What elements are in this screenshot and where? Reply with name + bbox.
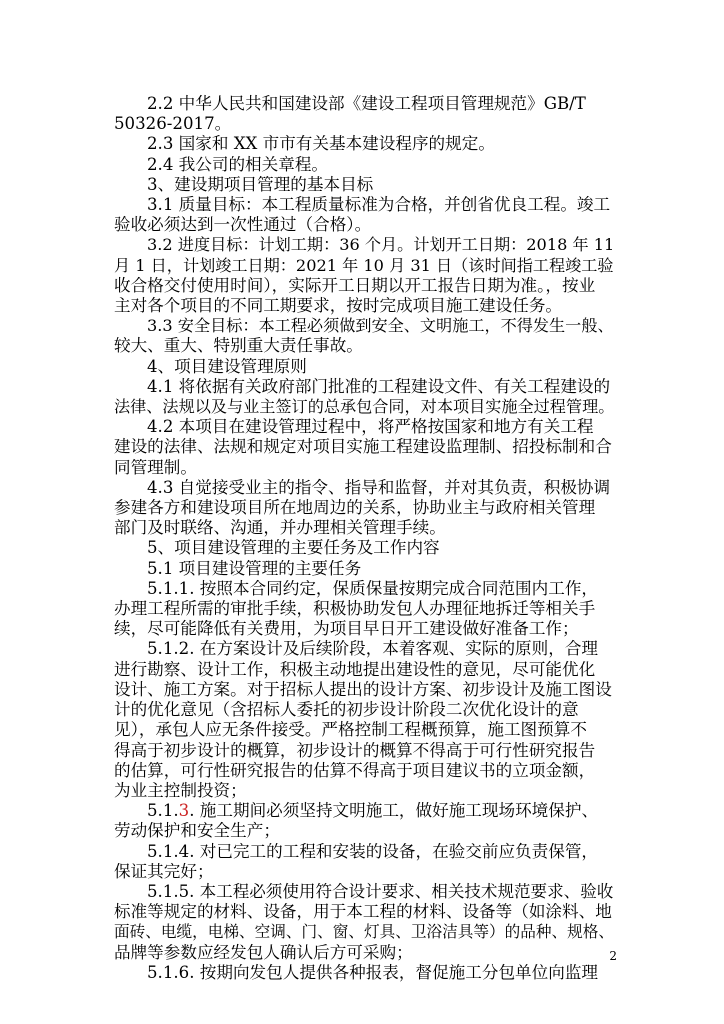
text-segment: . 施工期间必须坚持文明施工，做好施工现场环境保护、 [189, 801, 599, 821]
document-body [114, 94, 614, 983]
text-line: 2.2 中华人民共和国建设部《建设工程项目管理规范》GB/T [147, 94, 586, 113]
text-line: 2.4 我公司的相关章程。 [147, 154, 329, 174]
text-line: 3.3 安全目标：本工程必须做到安全、文明施工，不得发生一般、 [147, 316, 614, 336]
text-line: 劳动保护和安全生产； [114, 821, 280, 841]
text-line: 5.1.4. 对已完工的工程和安装的设备，在验交前应负责保管， [147, 841, 599, 861]
text-line: 参建各方和建设项目所在地周边的关系，协助业主与政府相关管理 [114, 498, 596, 518]
text-line: 4.3 自觉接受业主的指令、指导和监督，并对其负责，积极协调 [147, 477, 611, 497]
text-line: 续，尽可能降低有关费用，为项目早日开工建设做好准备工作； [114, 619, 579, 639]
text-line: 月 1 日，计划竣工日期：2021 年 10 月 31 日（该时间指工程竣工验 [114, 255, 614, 275]
text-line: 建设的法律、法规和规定对项目实施工程建设监理制、招投标制和合 [114, 437, 612, 457]
text-line: 较大、重大、特别重大责任事故。 [114, 336, 363, 356]
text-line: 同管理制。 [114, 457, 197, 477]
text-line: 5.1.5. 本工程必须使用符合设计要求、相关技术规范要求、验收 [147, 881, 614, 901]
text-line: 主对各个项目的不同工期要求，按时完成项目施工建设任务。 [114, 296, 563, 316]
text-line: 部门及时联络、沟通，并办理相关管理手续。 [114, 518, 446, 538]
text-line: 50326-2017。 [114, 114, 232, 134]
text-line: 法律、法规以及与业主签订的总承包合同，对本项目实施全过程管理。 [114, 397, 615, 417]
text-line: 5.1.6. 按期向发包人提供各种报表，督促施工分包单位向监理 [147, 962, 599, 982]
text-line: 5.1.1. 按照本合同约定，保质保量按期完成合同范围内工作， [147, 578, 599, 598]
text-line: 4.1 将依据有关政府部门批准的工程建设文件、有关工程建设的 [147, 376, 611, 396]
text-line: 设计、施工方案。对于招标人提出的设计方案、初步设计及施工图设 [114, 679, 612, 699]
page-number: 2 [609, 949, 617, 963]
text-line [114, 801, 614, 821]
text-line: 4.2 本项目在建设管理过程中，将严格按国家和地方有关工程 [147, 417, 594, 437]
text-line: 5.1.2. 在方案设计及后续阶段，本着客观、实际的原则，合理 [147, 639, 599, 659]
text-line: 5.1 项目建设管理的主要任务 [147, 558, 362, 578]
text-line: 品牌等参数应经发包人确认后方可采购； [114, 942, 413, 962]
text-line: 为业主控制投资； [114, 780, 247, 800]
text-line: 收合格交付使用时间），实际开工日期以开工报告日期为准。，按业 [114, 275, 596, 295]
text-segment: 5.1. [147, 801, 179, 821]
text-line: 标准等规定的材料、设备，用于本工程的材料、设备等（如涂料、地 [114, 902, 612, 922]
text-line: 办理工程所需的审批手续，积极协助发包人办理征地拆迁等相关手 [114, 599, 596, 619]
text-line: 3.2 进度目标：计划工期：36 个月。计划开工日期：2018 年 11 [147, 235, 615, 255]
text-line: 2.3 国家和 XX 市市有关基本建设程序的规定。 [147, 134, 495, 154]
text-line: 面砖、电缆，电梯、空调、门、窗、灯具、卫浴洁具等）的品种、规格、 [114, 922, 614, 942]
text-line: 3.1 质量目标：本工程质量标准为合格，并创省优良工程。竣工 [147, 195, 611, 215]
text-line: 5、项目建设管理的主要任务及工作内容 [147, 538, 440, 558]
text-line: 3、建设期项目管理的基本目标 [147, 174, 374, 194]
text-line: 见），承包人应无条件接受。严格控制工程概预算，施工图预算不 [114, 720, 587, 740]
text-line: 4、项目建设管理原则 [147, 356, 307, 376]
text-line: 验收必须达到一次性通过（合格）。 [114, 215, 372, 235]
text-line: 计的优化意见（含招标人委托的初步设计阶段二次优化设计的意 [114, 700, 579, 720]
text-line: 保证其完好； [114, 861, 214, 881]
text-line: 得高于初步设计的概算，初步设计的概算不得高于可行性研究报告 [114, 740, 596, 760]
highlighted-number: 3 [178, 801, 190, 821]
text-line: 进行勘察、设计工作，积极主动地提出建设性的意见，尽可能优化 [114, 659, 596, 679]
text-line: 的估算，可行性研究报告的估算不得高于项目建议书的立项金额， [114, 760, 596, 780]
